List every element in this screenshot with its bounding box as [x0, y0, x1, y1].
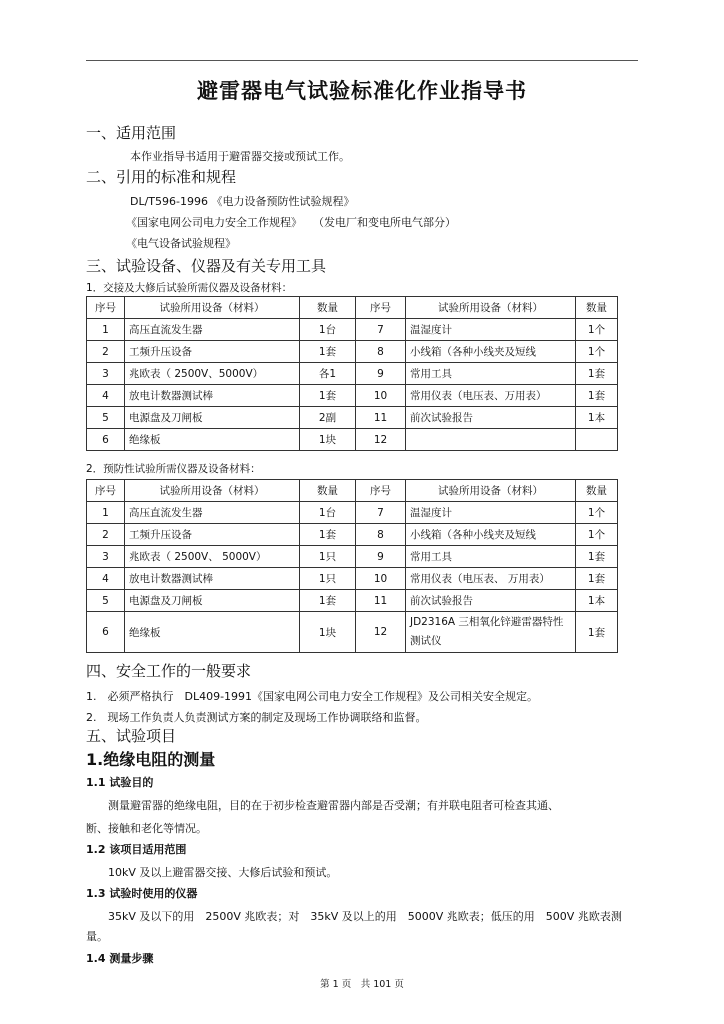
- cell: 8: [356, 341, 406, 363]
- cell: 10: [356, 385, 406, 407]
- header-cell: 序号: [87, 297, 125, 319]
- cell: 各1: [300, 363, 356, 385]
- paragraph: 测量避雷器的绝缘电阻，目的在于初步检查避雷器内部是否受潮；有并联电阻者可检查其通、: [108, 799, 559, 812]
- document-title: 避雷器电气试验标准化作业指导书: [197, 79, 527, 103]
- cell: 放电计数器测试棒: [125, 385, 300, 407]
- section-5-heading: 五、试验项目: [86, 727, 177, 745]
- cell: 小线箱（各种小线夹及短线: [406, 524, 576, 546]
- table-header-row: [87, 480, 618, 502]
- cell: 1本: [576, 407, 618, 429]
- cell: 常用工具: [406, 363, 576, 385]
- cell: 温湿度计: [406, 502, 576, 524]
- cell: 工频升压设备: [125, 341, 300, 363]
- subsection-1-2-heading: 1.2 该项目适用范围: [86, 843, 187, 856]
- table-row: [87, 341, 618, 363]
- header-cell: 试验所用设备（材料）: [406, 480, 576, 502]
- cell: 7: [356, 502, 406, 524]
- cell: 兆欧表（ 2500V、 5000V）: [125, 546, 300, 568]
- page-footer: 第 1 页 共 101 页: [320, 979, 404, 990]
- cell: 常用仪表（电压表、万用表）: [406, 385, 576, 407]
- cell: 绝缘板: [125, 429, 300, 451]
- header-cell: 数量: [300, 297, 356, 319]
- cell: 4: [87, 385, 125, 407]
- cell: 高压直流发生器: [125, 502, 300, 524]
- safety-item: 1. 必须严格执行 DL409-1991《国家电网公司电力安全工作规程》及公司相关安全规定。: [86, 690, 539, 703]
- subsection-1-1-heading: 1.1 试验目的: [86, 776, 154, 789]
- table-row: [87, 407, 618, 429]
- cell: 9: [356, 363, 406, 385]
- cell: 8: [356, 524, 406, 546]
- paragraph: 量。: [86, 930, 108, 943]
- header-rule: [86, 60, 638, 61]
- section-1-text: 本作业指导书适用于避雷器交接或预试工作。: [130, 150, 350, 163]
- cell: 1台: [300, 502, 356, 524]
- header-cell: 试验所用设备（材料）: [406, 297, 576, 319]
- header-cell: 数量: [300, 480, 356, 502]
- cell: 1套: [576, 568, 618, 590]
- subsection-1-heading: 1.绝缘电阻的测量: [86, 750, 216, 769]
- header-cell: 试验所用设备（材料）: [125, 480, 300, 502]
- cell: 常用工具: [406, 546, 576, 568]
- cell: 1台: [300, 319, 356, 341]
- header-cell: 数量: [576, 480, 618, 502]
- paragraph: 10kV 及以上避雷器交接、大修后试验和预试。: [108, 866, 338, 879]
- table-row: [87, 385, 618, 407]
- header-cell: 序号: [356, 297, 406, 319]
- equipment-table-preventive: [86, 479, 618, 653]
- cell: 温湿度计: [406, 319, 576, 341]
- safety-item: 2. 现场工作负责人负责测试方案的制定及现场工作协调联络和监督。: [86, 711, 427, 724]
- cell: 6: [87, 612, 125, 653]
- cell: 6: [87, 429, 125, 451]
- cell: 1套: [576, 363, 618, 385]
- table-row: [87, 568, 618, 590]
- cell: 小线箱（各种小线夹及短线: [406, 341, 576, 363]
- cell: JD2316A 三相氧化锌避雷器特性测试仪: [406, 612, 576, 653]
- table-row: [87, 612, 618, 653]
- cell: 2副: [300, 407, 356, 429]
- cell: 放电计数器测试棒: [125, 568, 300, 590]
- cell: 电源盘及刀闸板: [125, 590, 300, 612]
- table-header-row: [87, 297, 618, 319]
- section-4-heading: 四、安全工作的一般要求: [86, 662, 252, 680]
- paragraph: 35kV 及以下的用 2500V 兆欧表；对 35kV 及以上的用 5000V 兆欧表；低压的用 500V 兆欧表测: [108, 910, 622, 923]
- cell: 11: [356, 407, 406, 429]
- cell: 绝缘板: [125, 612, 300, 653]
- cell: 7: [356, 319, 406, 341]
- cell: 1套: [300, 385, 356, 407]
- cell: 常用仪表（电压表、 万用表）: [406, 568, 576, 590]
- cell: 1只: [300, 546, 356, 568]
- header-cell: 试验所用设备（材料）: [125, 297, 300, 319]
- cell: 10: [356, 568, 406, 590]
- reference-item: 《电气设备试验规程》: [126, 237, 236, 250]
- cell: 1个: [576, 502, 618, 524]
- reference-item: 《国家电网公司电力安全工作规程》 （发电厂和变电所电气部分）: [126, 216, 456, 229]
- table-row: [87, 502, 618, 524]
- cell: 1本: [576, 590, 618, 612]
- cell: 5: [87, 407, 125, 429]
- cell: 前次试验报告: [406, 407, 576, 429]
- cell: 1个: [576, 524, 618, 546]
- cell: 1只: [300, 568, 356, 590]
- paragraph: 断、接触和老化等情况。: [86, 822, 207, 835]
- cell: 3: [87, 546, 125, 568]
- cell: 1个: [576, 319, 618, 341]
- section-1-heading: 一、适用范围: [86, 124, 177, 142]
- section-3-heading: 三、试验设备、仪器及有关专用工具: [86, 257, 327, 275]
- header-cell: 序号: [87, 480, 125, 502]
- cell: 12: [356, 429, 406, 451]
- cell: 1个: [576, 341, 618, 363]
- table-row: [87, 546, 618, 568]
- table-row: [87, 363, 618, 385]
- cell: 2: [87, 341, 125, 363]
- cell: 3: [87, 363, 125, 385]
- cell: 12: [356, 612, 406, 653]
- subsection-1-3-heading: 1.3 试验时使用的仪器: [86, 887, 198, 900]
- cell: 1套: [576, 612, 618, 653]
- cell: 2: [87, 524, 125, 546]
- cell: 1: [87, 502, 125, 524]
- table-1-caption: 1．交接及大修后试验所需仪器及设备材料：: [86, 282, 293, 294]
- cell: 1套: [300, 524, 356, 546]
- table-row: [87, 590, 618, 612]
- cell: 1块: [300, 612, 356, 653]
- cell: 前次试验报告: [406, 590, 576, 612]
- cell: 高压直流发生器: [125, 319, 300, 341]
- cell: 1套: [576, 385, 618, 407]
- cell: [406, 429, 576, 451]
- equipment-table-handover: [86, 296, 618, 451]
- table-row: [87, 429, 618, 451]
- cell: [576, 429, 618, 451]
- table-2-caption: 2．预防性试验所需仪器及设备材料：: [86, 463, 261, 475]
- cell: 电源盘及刀闸板: [125, 407, 300, 429]
- cell: 1块: [300, 429, 356, 451]
- header-cell: 序号: [356, 480, 406, 502]
- cell: 9: [356, 546, 406, 568]
- subsection-1-4-heading: 1.4 测量步骤: [86, 952, 154, 965]
- cell: 1套: [300, 341, 356, 363]
- cell: 兆欧表（ 2500V、5000V）: [125, 363, 300, 385]
- table-row: [87, 524, 618, 546]
- cell: 4: [87, 568, 125, 590]
- cell: 11: [356, 590, 406, 612]
- cell: 1套: [576, 546, 618, 568]
- reference-item: DL/T596-1996 《电力设备预防性试验规程》: [130, 195, 355, 208]
- header-cell: 数量: [576, 297, 618, 319]
- cell: 1套: [300, 590, 356, 612]
- cell: 1: [87, 319, 125, 341]
- table-row: [87, 319, 618, 341]
- section-2-heading: 二、引用的标准和规程: [86, 168, 237, 186]
- cell: 工频升压设备: [125, 524, 300, 546]
- cell: 5: [87, 590, 125, 612]
